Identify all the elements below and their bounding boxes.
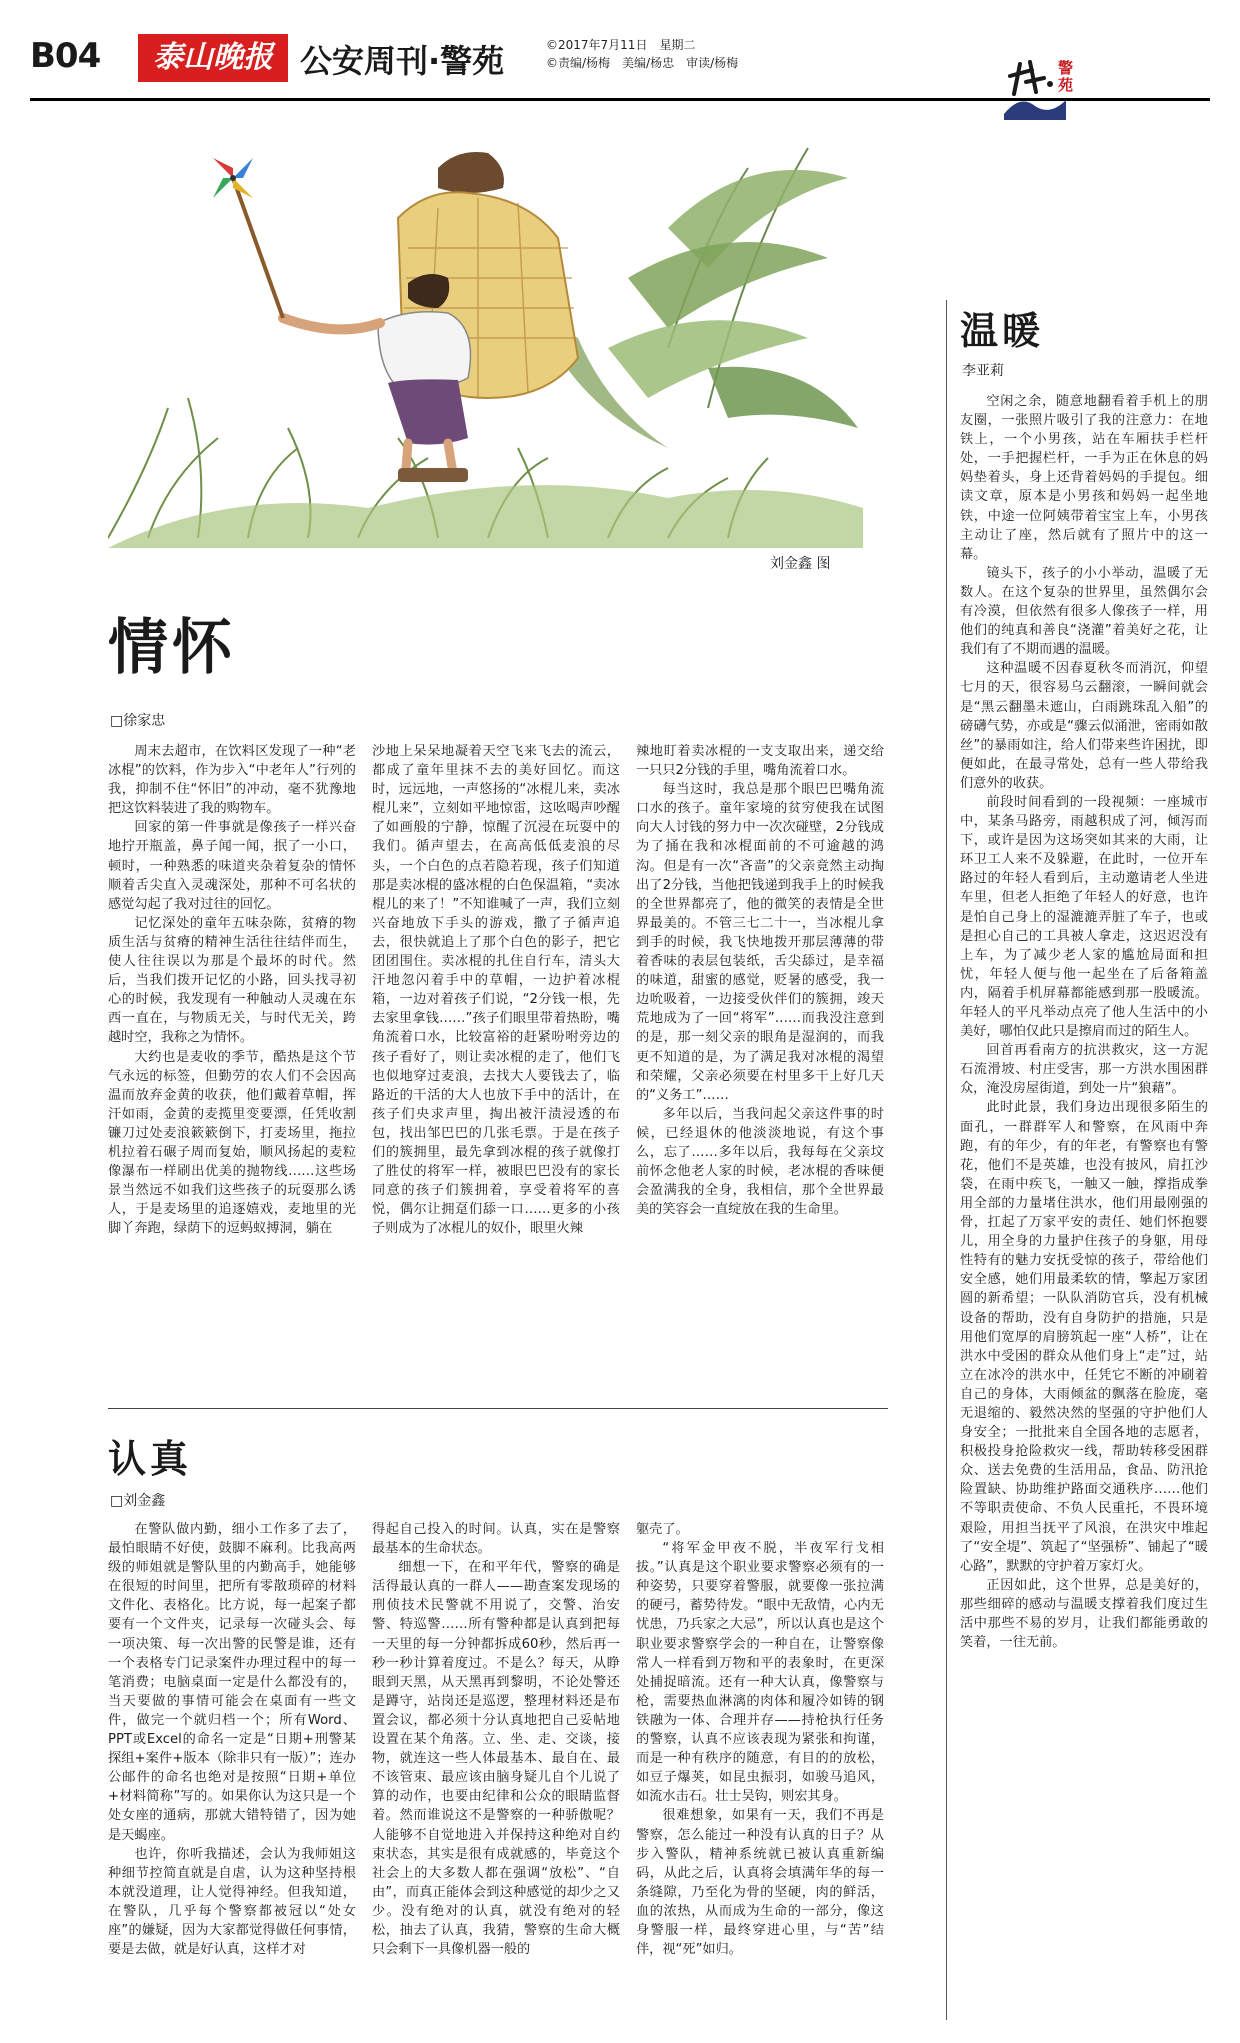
article-author-wennuan: 李亚莉 [962, 363, 1004, 379]
article-author-qinghuai: □徐家忠 [110, 713, 166, 729]
article-author-renzhen: □刘金鑫 [110, 1493, 166, 1509]
article-title-wennuan: 温暖 [960, 309, 1045, 353]
article-body-qinghuai-col1 [108, 742, 356, 1238]
header-rule [30, 98, 1210, 101]
paragraph: 前段时间看到的一段视频：一座城市中，某条马路旁，雨越积成了河，倾泻而下，或许是因为这场突如其来的大雨，让环卫工人来不及躲避，在此时，一位开车路过的年轻人看到后，主动邀请老人坐进车里，但老人拒绝了年轻人的好意，也许是怕自己身上的湿漉漉弄脏了车子，也或是担心自己的工具被人拿走，这迟迟没有上车，为了减少老人家的尴尬局面和担忧，年轻人便与他一起坐在了后备箱盖内，隔着手机屏幕都能感到那一股暖流。年轻人的平凡举动点亮了他人生活中的小美好，哪怕仅此只是擦肩而过的陌生人。 [960, 794, 1208, 1040]
editors-line: ©责编/杨梅 美编/杨忠 审读/杨梅 [546, 56, 739, 70]
article-body-qinghuai-col2 [372, 742, 620, 1238]
paragraph: 空闲之余，随意地翻看着手机上的朋友圈，一张照片吸引了我的注意力：在地铁上，一个小男孩，站在车厢扶手栏杆处，一手把握栏杆，一手为正在休息的妈妈垫着头，身上还背着妈妈的手提包。细读文章，原本是小男孩和妈妈一起坐地铁，中途一位阿姨带着宝宝上车，小男孩主动让了座，然后就有了照片中的这一幕。 [960, 394, 1208, 562]
paragraph: 这种温暖不因春夏秋冬而消沉，仰望七月的天，很容易乌云翻滚，一瞬间就会是“黑云翻墨未遮山，白雨跳珠乱入船”的磅礴气势，亦或是“骤云似涌泄，密雨如散丝”的暴雨如注，给人们带来些许困扰，即便如此，在最寻常处，总有一些人带给我们意外的收获。 [960, 661, 1208, 791]
paragraph: 每当这时，我总是那个眼巴巴嘴角流口水的孩子。童年家境的贫穷使我在试图向大人讨钱的努力中一次次碰壁，2分钱成为了捅在我和冰棍面前的不可逾越的鸿沟。但是有一次“吝啬”的父亲竟然主动掏出了2分钱，当他把钱递到我手上的时候我的全世界都亮了，他的微笑的表情是全世界最美的。不管三七二十一，当冰棍儿拿到手的时候，我飞快地拨开那层薄薄的带着香味的表层包装纸，舌尖舔过，是幸福的味道，甜蜜的感觉，贬暑的感受，我一边吮吸着，一边接受伙伴们的簇拥，竣天荒地成为了一回“将军”……而我没注意到的是，那一刻父亲的眼角是湿润的，而我更不知道的是，为了满足我对冰棍的渴望和荣耀，父亲必须要在村里多干上好几天的“义务工”…… [636, 782, 884, 1103]
date-line: ©2017年7月11日 星期二 [546, 38, 696, 52]
badge-text: 警苑 [1058, 59, 1074, 94]
paragraph: 也许，你听我描述，会认为我师姐这种细节控简直就是自虐，认为这种坚持根本就没道理，让人觉得神经。但我知道，在警队，几乎每个警察都被冠以“处女座”的嫌疑，因为大家都觉得做任何事情，要是去做，就是好认真，这样才对 [108, 1846, 356, 1958]
article-body-wennuan [960, 392, 1208, 1652]
page-number: B04 [30, 36, 101, 76]
paragraph: “将军金甲夜不脱，半夜军行戈相拔。”认真是这个职业要求警察必须有的一种姿势，只要穿着警服，就要像一张拉满的硬弓，蓄势待发。“眼中无敌情，心内无忧患，乃兵家之大忌”，所以认真也是这个职业要求警察学会的一种自在，让警察像常人一样看到万物和平的表象时，在更深处捕捉暗流。还有一种大认真，像警察与枪，需要热血淋漓的肉体和履冷如铸的钢铁融为一体、合理并存——持枪执行任务的警察，认真不应该表现为紧张和拘谨，而是一种有秩序的随意，有目的的放松，如豆子爆荚，如昆虫振羽，如骏马追风，如流水击石。壮士吴钩，则宏其身。 [636, 1541, 884, 1805]
article-title-qinghuai: 情怀 [108, 613, 236, 683]
article-body-renzhen-col2 [372, 1520, 620, 1959]
section-badge [1000, 54, 1094, 124]
issue-meta [546, 36, 738, 72]
paragraph: 镜头下，孩子的小小举动，温暖了无数人。在这个复杂的世界里，虽然偶尔会有冷漠，但依然有很多人像孩子一样，用他们的纯真和善良“浇灌”着美好之花，让我们有了不期而遇的温暖。 [960, 565, 1208, 658]
section-title: 公安周刊·警苑 [300, 42, 505, 80]
illustration-caption: 刘金鑫 图 [770, 556, 831, 572]
paragraph: 很难想象，如果有一天，我们不再是警察，怎么能过一种没有认真的日子？从步入警队，精神系统就已被认真重新编码，从此之后，认真将会填满年华的每一条缝隙，乃至化为骨的坚硬，肉的鲜活，血的浓热，从而成为生命的一部分，像这身警服一样，最终穿进心里，与“苦”结伴，视“死”如归。 [636, 1808, 884, 1958]
paragraph: 细想一下，在和平年代，警察的确是活得最认真的一群人——勘查案发现场的刑侦技术民警就不用说了，交警、治安警、特巡警……所有警种都是认真到把每一天里的每一分钟都拆成60秒，然后再一秒一秒计算着度过。不是么？每天，从睁眼到天黑，从天黑再到黎明，不论处警还是蹲守，站岗还是巡逻，整理材料还是布置会议，都必须十分认真地把自己妥帖地设置在某个角落。立、坐、走、交谈，接物，就连这一些人体最基本、最自在、最不该管束、最应该由脑身疑儿自个儿说了算的动作，也要由纪律和公众的眼睛监督着。然而谁说这不是警察的一种骄傲呢？人能够不自觉地进入并保持这种绝对自约束状态，其实是很有成就感的，毕竟这个社会上的大多数人都在强调“放松”、“自由”，而真正能体会到这种感觉的却少之又少。没有绝对的认真，就没有绝对的轻松，抽去了认真，我猜，警察的生命大概只会剩下一具像机器一般的 [372, 1560, 620, 1958]
paragraph: 周末去超市，在饮料区发现了一种“老冰棍”的饮料，作为步入“中老年人”行列的我，抑制不住“怀旧”的冲动，毫不犹豫地把这饮料装进了我的购物车。 [108, 744, 356, 817]
paragraph: 正因如此，这个世界，总是美好的，那些细碎的感动与温暖支撑着我们度过生活中那些不易的岁月，让我们都能勇敢的笑着，一往无前。 [960, 1577, 1208, 1651]
page-header [30, 28, 1210, 98]
article-title-renzhen: 认真 [108, 1437, 193, 1481]
paragraph: 回首再看南方的抗洪救灾，这一方泥石流滑坡、村庄受害，那一方洪水围困群众，淹没房屋街道，到处一片“狼藉”。 [960, 1043, 1208, 1097]
column-divider [946, 300, 947, 2020]
paragraph: 回家的第一件事就是像孩子一样兴奋地拧开瓶盖，鼻子闻一闻，抿了一小口，顿时，一种熟悉的味道夹杂着复杂的情怀顺着舌尖直入灵魂深处，那种不可名状的感觉勾起了我对过往的回忆。 [108, 820, 356, 912]
paragraph: 在警队做内勤，细小工作多了去了，最怕眼睛不好使，鼓脚不麻利。比我高两级的师姐就是警队里的内勤高手，她能够在很短的时间里，把所有零散琐碎的材料文件化、表格化。比方说，每一起案子都要有一个文件夹，记录每一次碰头会、每一项决策、每一次出警的民警是谁，还有一个表格专门记录案件办理过程中的每一笔消费；电脑桌面一定是什么都没有的，当天要做的事情可能会在桌面有一些文件，做完一个就归档一个；所有Word、PPT或Excel的命名一定是“日期+刑警某探组+案件+版本（除非只有一版）”；连办公邮件的命名也绝对是按照“日期+单位+材料简称”写的。如果你认为这只是一个处女座的通病，那就大错特错了，因为她是天蝎座。 [108, 1522, 356, 1843]
article-body-qinghuai-col3 [636, 742, 884, 1219]
illustration-father-child-pinwheel [108, 108, 863, 548]
paragraph: 躯壳了。 [636, 1522, 689, 1537]
paragraph: 多年以后，当我问起父亲这件事的时候，已经退休的他淡淡地说，有这个事么，忘了……多年以后，我每每在父亲坟前怀念他老人家的时候，老冰棍的香味便会盈满我的全身，我相信，那个全世界最美的笑容会一直绽放在我的生命里。 [636, 1106, 884, 1218]
article-body-renzhen-col3 [636, 1520, 884, 1959]
article-body-renzhen-col1 [108, 1520, 356, 1959]
paragraph: 辣地盯着卖冰棍的一支支取出来，递交给一只只2分钱的手里，嘴角流着口水。 [636, 744, 884, 779]
paragraph: 沙地上呆呆地凝着天空飞来飞去的流云，都成了童年里抹不去的美好回忆。而这时，远远地，一声悠扬的“冰棍儿来，卖冰棍儿来”，立刻如平地惊雷，这吆喝声吵醒了如画般的宁静，惊醒了沉浸在玩耍中的我们。循声望去，在高高低低麦浪的尽头，一个白色的点若隐若现，孩子们知道那是卖冰棍的盛冰棍的白色保温箱，“卖冰棍儿的来了！”不知谁喊了一声，我们立刻兴奋地放下手头的游戏，撒了子循声追去，很快就追上了那个白色的影子，把它团团围住。卖冰棍的扎住自行车，清头大汗地忽闪着手中的草帽，一边护着冰棍箱，一边对着孩子们说，“2分钱一根，先去家里拿钱……”孩子们眼里带着热盼，嘴角流着口水，比较富裕的赶紧吩咐旁边的孩子看好了，则让卖冰棍的走了，他们飞也似地穿过麦浪，去找大人要钱去了，临路近的干活的大人也放下手中的活计，在孩子们央求声里，掏出被汗渍浸透的布包，找出邹巴巴的几张毛票。于是在孩子们的簇拥里，最先拿到冰棍的孩子就像打了胜仗的将军一样，被眼巴巴没有的家长同意的孩子们簇拥着，享受着将军的喜悦，偶尔让拥趸们舔一口……更多的小孩子则成为了冰棍儿的奴仆，眼里火辣 [372, 744, 620, 1237]
newspaper-masthead: 泰山晚报 [138, 34, 288, 82]
paragraph: 大约也是麦收的季节，酷热是这个节气永远的标签，但勤劳的农人们不会因高温而放弃金黄的收获，他们戴着草帽，挥汗如雨，金黄的麦揽里变要漂，任凭收割镰刀过处麦浪簌簌倒下，打麦场里，拖拉机拉着石碾子周而复始，顺风扬起的麦粒像瀑布一样刷出优美的抛物线……这些场景当然远不如我们这些孩子的玩耍那么诱人，于是麦场里的追逐嬉戏，麦地里的光脚丫奔跑，绿荫下的逗蚂蚁搏洞，躺在 [108, 1049, 356, 1237]
paragraph: 记忆深处的童年五味杂陈，贫瘠的物质生活与贫瘠的精神生活往往结伴而生，使人往往误以为那是个最坏的时代。然后，当我们拨开记忆的小路，回头找寻初心的时候，我发现有一种触动人灵魂在东西一直在，与物质无关，与时代无关，跨越时空，我称之为情怀。 [108, 915, 356, 1046]
paragraph: 此时此景，我们身边出现很多陌生的面孔，一群群军人和警察，在风雨中奔跑，有的年少，有的年老，有警察也有警花，他们不是英雄，也没有披风，肩扛沙袋，在雨中疾飞，一触又一触，撑指成拳用全部的力量堵住洪水，他们用最刚强的骨，扛起了万家平安的责任、她们怀抱婴儿，用全身的力量护住孩子的身躯，用母性特有的魅力安抚受惊的孩子，带给他们安全感，她们用最柔软的情，擎起万家团圆的新希望；一队队消防官兵，没有机械设备的帮助，没有自身防护的措施，只是用他们宽厚的肩膀筑起一座“人桥”，让在洪水中受困的群众从他们身上“走”过，站立在冰冷的洪水中，任凭它不断的冲刷着自己的身体，大雨倾盆的飘落在脸庞，毫无退缩的、毅然决然的坚强的守护他们人身安全；一批批来自全国各地的志愿者，积极投身抢险救灾一线，帮助转移受困群众、送去免费的生活用品，食品、防汛抢险置缺、协助维护路面交通秩序……他们不等职责使命、不负人民重托，不畏环境艰险，用担当抚平了风浪，在洪灾中堆起了“安全堤”、筑起了“坚强桥”、铺起了“暖心路”，默默的守护着万家灯火。 [960, 1100, 1208, 1574]
article-divider [108, 1408, 888, 1409]
paragraph: 得起自己投入的时间。认真，实在是警察最基本的生命状态。 [372, 1522, 620, 1557]
